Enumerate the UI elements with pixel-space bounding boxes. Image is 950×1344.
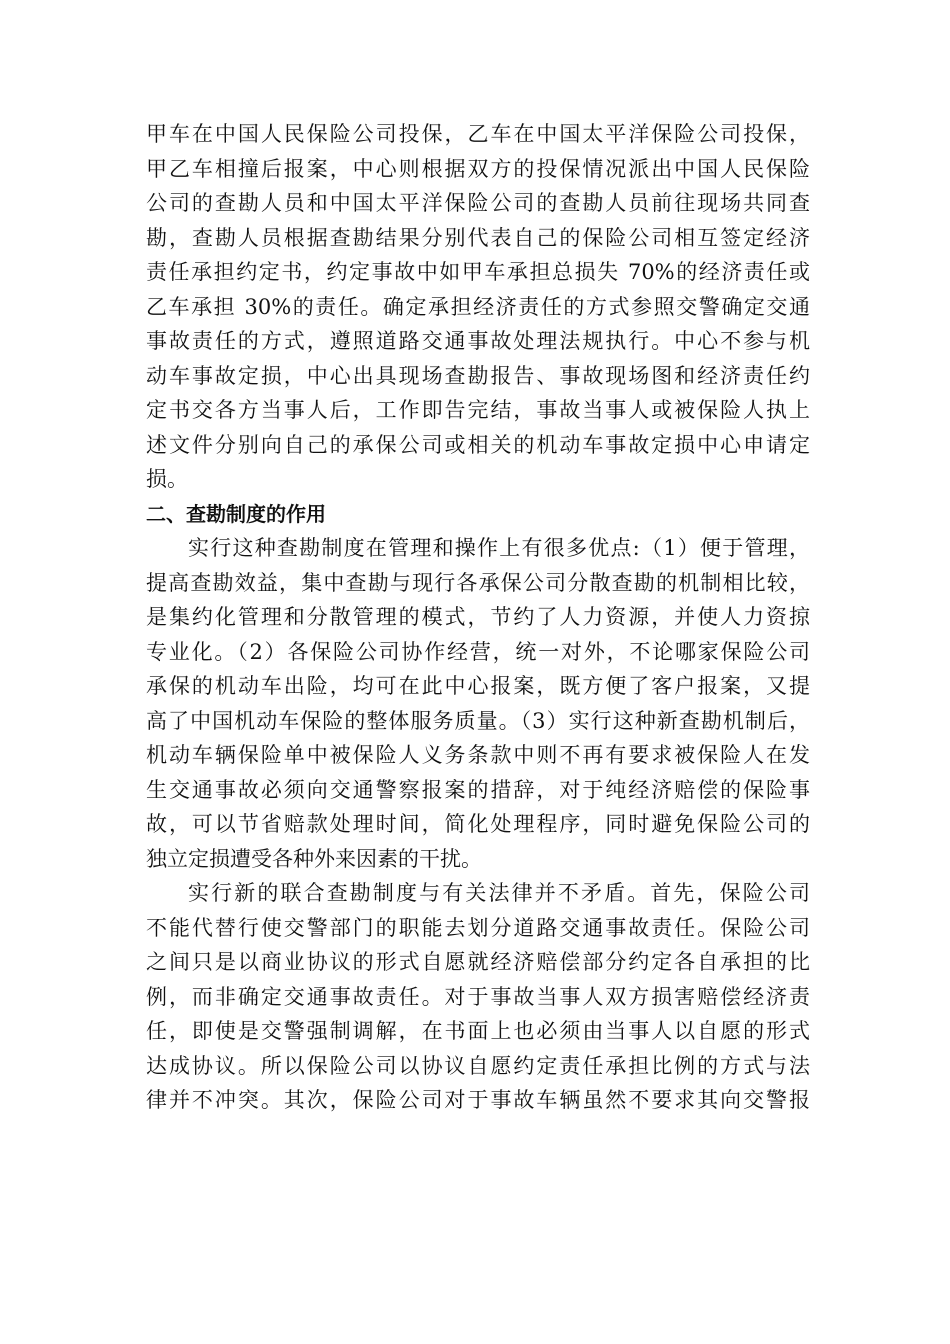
text-line: 损。 bbox=[146, 467, 188, 491]
text-line: 独立定损遭受各种外来因素的干扰。 bbox=[146, 846, 482, 871]
text-line: 高了中国机动车保险的整体服务质量。（3）实行这种新查勘机制后， bbox=[146, 708, 810, 733]
text-line: 之间只是以商业协议的形式自愿就经济赔偿部分约定各自承担的比 bbox=[146, 950, 810, 974]
paragraph-2 bbox=[146, 531, 810, 876]
text-line: 生交通事故必须向交通警察报案的措辞，对于纯经济赔偿的保险事 bbox=[146, 777, 810, 802]
text-line: 公司的查勘人员和中国太平洋保险公司的查勘人员前往现场共同查 bbox=[146, 191, 810, 215]
text-line: 任，即使是交警强制调解，在书面上也必须由当事人以自愿的形式 bbox=[146, 1019, 810, 1043]
text-line: 达成协议。所以保险公司以协议自愿约定责任承担比例的方式与法 bbox=[146, 1053, 810, 1078]
document-body bbox=[146, 117, 810, 1118]
text-line: 实行新的联合查勘制度与有关法律并不矛盾。首先，保险公司 bbox=[188, 881, 810, 905]
text-line: 甲车在中国人民保险公司投保，乙车在中国太平洋保险公司投保， bbox=[146, 122, 810, 146]
text-line: 机动车辆保险单中被保险人义务条款中则不再有要求被保险人在发 bbox=[146, 743, 810, 767]
paragraph-3 bbox=[146, 876, 810, 1118]
text-line: 勘，查勘人员根据查勘结果分别代表自己的保险公司相互签定经济 bbox=[146, 225, 810, 250]
text-line: 专业化。（2）各保险公司协作经营，统一对外，不论哪家保险公司 bbox=[146, 639, 810, 664]
text-line: 不能代替行使交警部门的职能去划分道路交通事故责任。保险公司 bbox=[146, 915, 810, 940]
text-line: 甲乙车相撞后报案，中心则根据双方的投保情况派出中国人民保险 bbox=[146, 156, 810, 181]
text-line: 定书交各方当事人后，工作即告完结，事故当事人或被保险人执上 bbox=[146, 398, 810, 422]
text-line: 动车事故定损，中心出具现场查勘报告、事故现场图和经济责任约 bbox=[146, 363, 810, 388]
text-line: 例，而非确定交通事故责任。对于事故当事人双方损害赔偿经济责 bbox=[146, 984, 810, 1009]
text-line: 责任承担约定书，约定事故中如甲车承担总损失 70%的经济责任或 bbox=[146, 260, 810, 284]
text-line: 故，可以节省赔款处理时间，简化处理程序，同时避免保险公司的 bbox=[146, 812, 810, 836]
text-line: 实行这种查勘制度在管理和操作上有很多优点:（1）便于管理， bbox=[188, 536, 810, 560]
section-heading: 二、查勘制度的作用 bbox=[146, 501, 326, 526]
text-line: 是集约化管理和分散管理的模式，节约了人力资源，并使人力资掠 bbox=[146, 605, 810, 629]
text-line: 律并不冲突。其次，保险公司对于事故车辆虽然不要求其向交警报 bbox=[146, 1088, 810, 1112]
text-line: 述文件分别向自己的承保公司或相关的机动车事故定损中心申请定 bbox=[146, 432, 810, 457]
paragraph-1 bbox=[146, 117, 810, 497]
text-line: 承保的机动车出险，均可在此中心报案，既方便了客户报案，又提 bbox=[146, 674, 810, 698]
text-line: 提高查勘效益，集中查勘与现行各承保公司分散查勘的机制相比较， bbox=[146, 570, 810, 595]
text-line: 乙车承担 30%的责任。确定承担经济责任的方式参照交警确定交通 bbox=[146, 294, 810, 319]
text-line: 事故责任的方式，遵照道路交通事故处理法规执行。中心不参与机 bbox=[146, 329, 810, 353]
